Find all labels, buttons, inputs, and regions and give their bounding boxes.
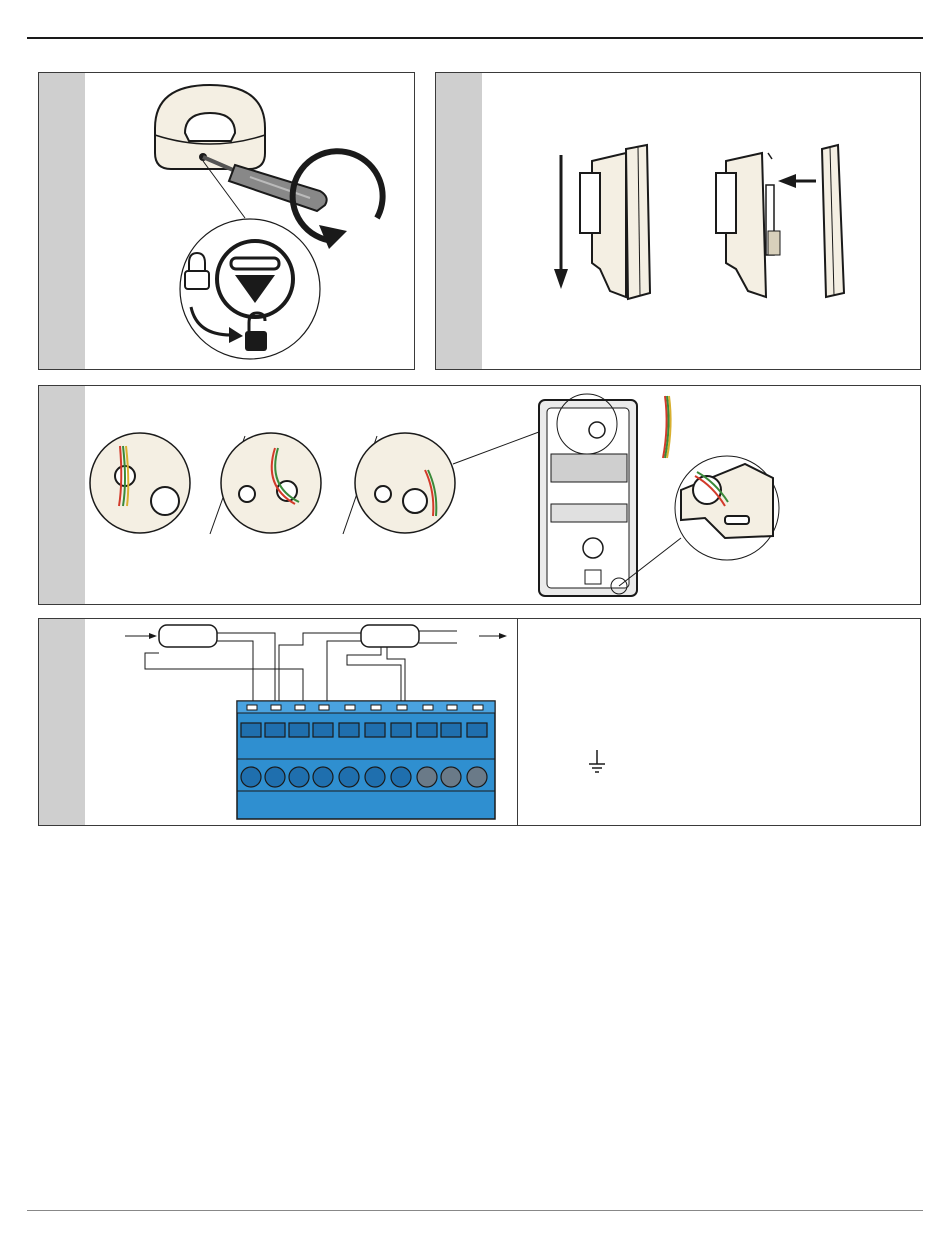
cable-entry-detail: [619, 456, 779, 586]
panel-divider: [517, 619, 518, 825]
step-1-panel: [38, 72, 415, 370]
step-2-tab: [436, 73, 482, 369]
down-triangle-icon: [217, 241, 293, 317]
wiring-detail: [90, 426, 555, 534]
step-4-illustration: [85, 619, 517, 825]
terminal-block: [237, 701, 495, 819]
detector-side-view: [580, 145, 650, 299]
step-2-panel: [435, 72, 921, 370]
step-2-illustration: [482, 73, 920, 369]
step-1-illustration: [85, 73, 415, 369]
cable-in-arrow-icon: [125, 633, 157, 639]
step-3-tab: [39, 386, 85, 604]
header-rule: [27, 37, 923, 39]
arrow-down-icon: [554, 155, 568, 289]
arrow-left-icon: [778, 174, 816, 188]
detector-back-view: [539, 394, 637, 596]
step-4-panel: [38, 618, 921, 826]
step-3-illustration: [85, 386, 920, 604]
footer-rule: [27, 1210, 923, 1211]
ground-icon: [587, 748, 607, 778]
step-4-tab: [39, 619, 85, 825]
cable-out-arrow-icon: [479, 633, 507, 639]
step-3-panel: [38, 385, 921, 605]
loose-wire: [663, 396, 671, 458]
step-1-tab: [39, 73, 85, 369]
detector-side-view-2: [716, 153, 780, 297]
detector-head: [155, 85, 265, 169]
